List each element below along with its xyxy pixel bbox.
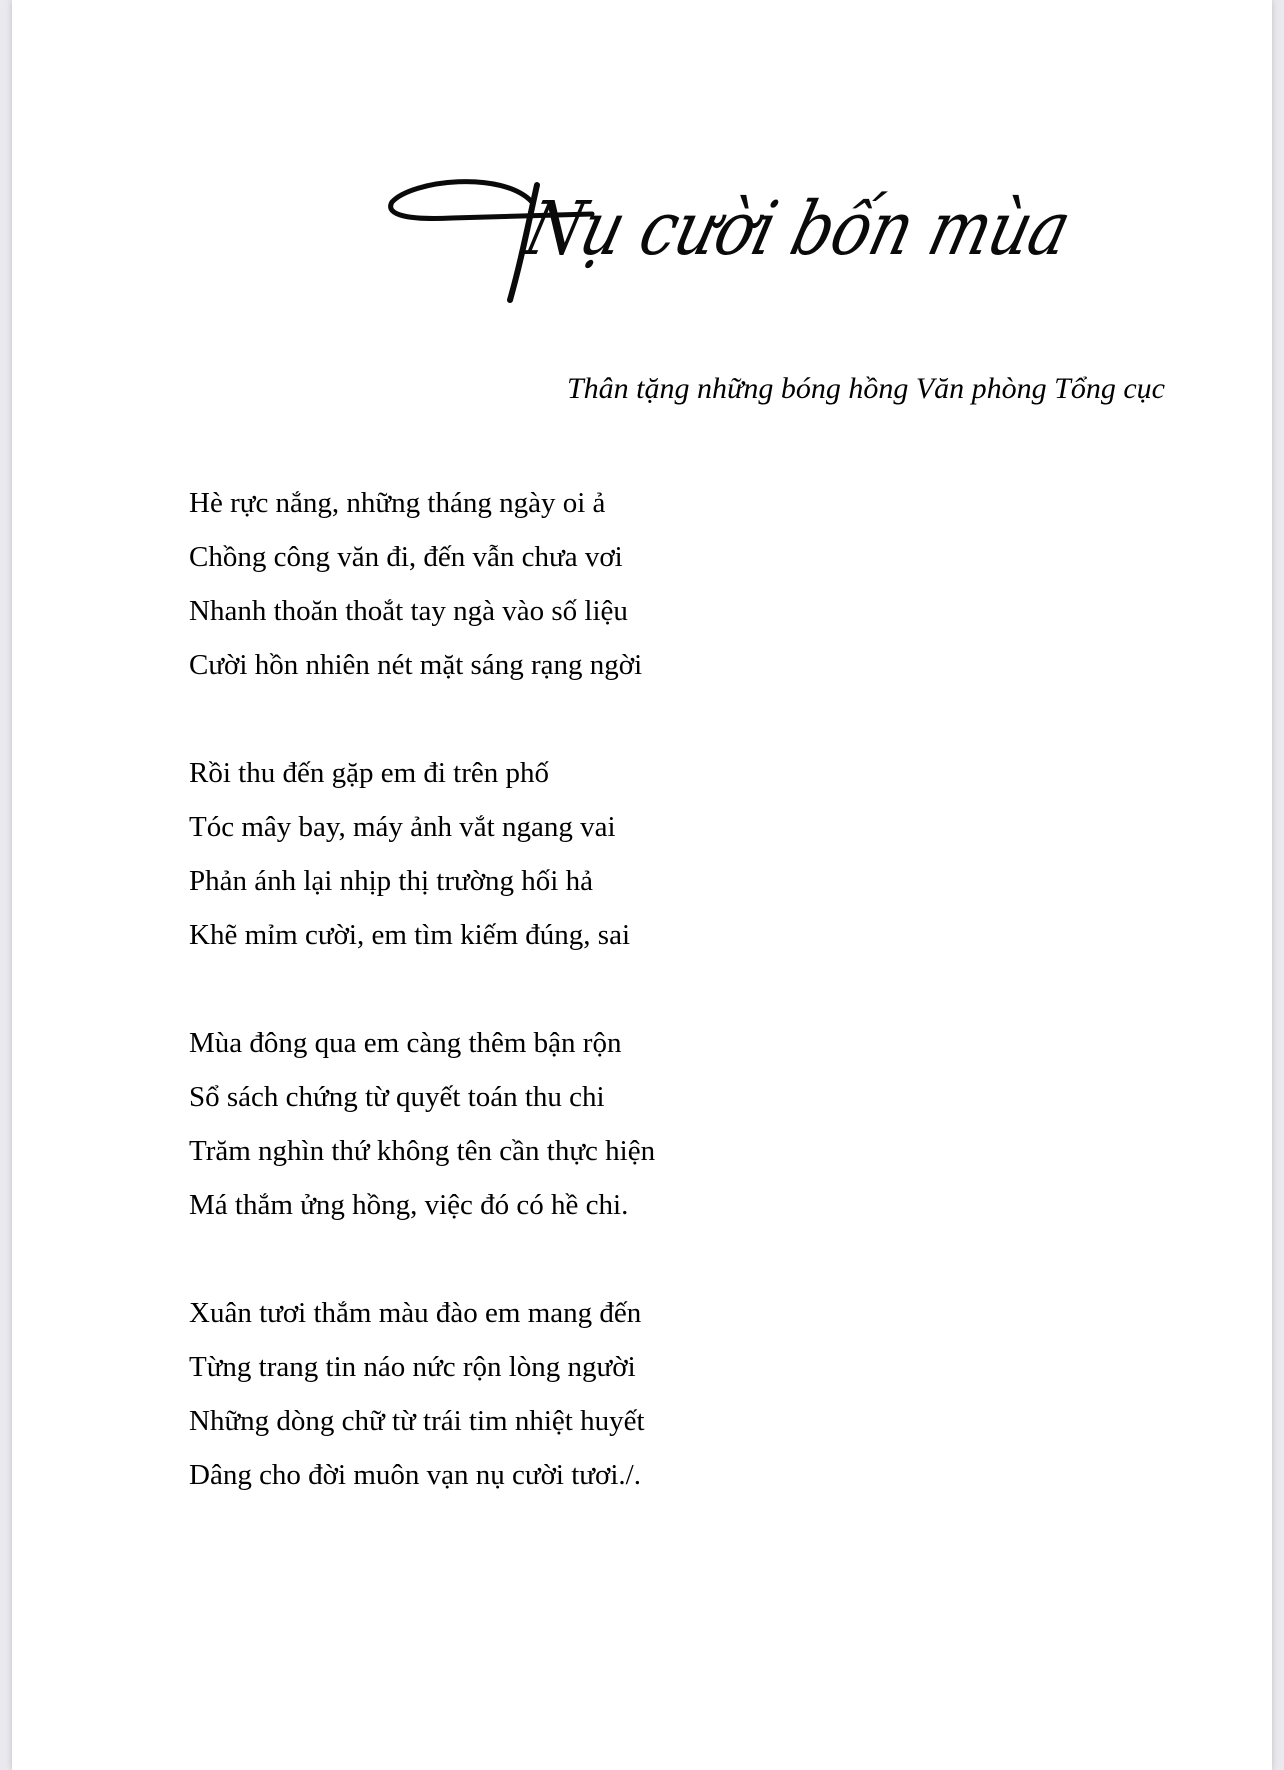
poem-line: Dâng cho đời muôn vạn nụ cười tươi./.: [189, 1459, 641, 1491]
poem-line: Trăm nghìn thứ không tên cần thực hiện: [189, 1135, 656, 1167]
stanza: [189, 746, 655, 962]
poem-line: Phản ánh lại nhịp thị trường hối hả: [189, 865, 593, 897]
poem-line: Nhanh thoăn thoắt tay ngà vào số liệu: [189, 595, 628, 627]
document-page: [12, 0, 1272, 1770]
poem-line: Từng trang tin náo nức rộn lòng người: [189, 1351, 636, 1383]
stanza: [189, 1016, 655, 1232]
poem-line: Rồi thu đến gặp em đi trên phố: [189, 757, 550, 789]
poem-line: Những dòng chữ từ trái tim nhiệt huyết: [189, 1405, 645, 1437]
poem-line: Tóc mây bay, máy ảnh vắt ngang vai: [189, 811, 616, 843]
stanza: [189, 476, 655, 692]
poem-line: Cười hồn nhiên nét mặt sáng rạng ngời: [189, 649, 643, 681]
dedication: Thân tặng những bóng hồng Văn phòng Tổng cục: [566, 372, 1165, 405]
poem-line: Hè rực nắng, những tháng ngày oi ả: [189, 487, 606, 519]
poem-body: [189, 476, 655, 1556]
title-calligraphy: [392, 150, 1079, 330]
poem-line: Khẽ mỉm cười, em tìm kiếm đúng, sai: [189, 919, 631, 951]
stanza: [189, 1286, 655, 1502]
poem-line: Xuân tươi thắm màu đào em mang đến: [189, 1297, 642, 1329]
poem-line: Mùa đông qua em càng thêm bận rộn: [189, 1027, 622, 1059]
poem-line: Sổ sách chứng từ quyết toán thu chi: [189, 1081, 605, 1113]
poem-line: Má thắm ửng hồng, việc đó có hề chi.: [189, 1189, 629, 1221]
poem-title: Nụ cười bốn mùa: [517, 186, 1079, 272]
poem-line: Chồng công văn đi, đến vẫn chưa vơi: [189, 541, 623, 573]
